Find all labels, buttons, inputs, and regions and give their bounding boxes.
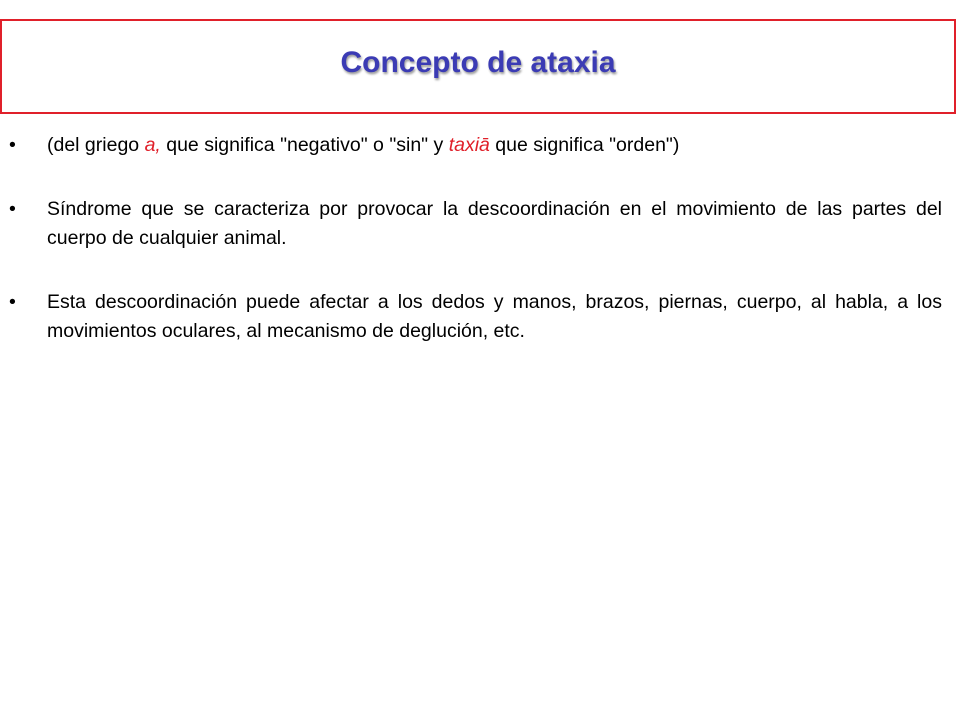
bullet-effects xyxy=(0,288,960,346)
definition-text: Síndrome que se caracteriza por provocar la descoordinación en el movimiento de las partes del cuerpo de cualquier animal. xyxy=(47,198,942,249)
etymology-term-a: a, xyxy=(144,134,161,156)
bullet-marker: • xyxy=(9,198,16,220)
bullet-list xyxy=(0,131,960,381)
etymology-text-2: que significa "negativo" o "sin" y xyxy=(160,134,449,156)
bullet-marker: • xyxy=(9,134,16,156)
effects-text: Esta descoordinación puede afectar a los dedos y manos, brazos, piernas, cuerpo, al habla, a los movimientos oculares, al mecanismo de deglución, etc. xyxy=(47,291,942,342)
etymology-text-3: que significa "orden") xyxy=(489,134,680,156)
slide-title: Concepto de ataxia xyxy=(340,45,616,79)
bullet-marker: • xyxy=(9,291,16,313)
etymology-term-taxia: taxiā xyxy=(448,134,490,156)
bullet-definition xyxy=(0,195,960,253)
title-box xyxy=(0,19,956,114)
etymology-text-1: (del griego xyxy=(47,134,145,156)
bullet-etymology xyxy=(0,131,960,160)
